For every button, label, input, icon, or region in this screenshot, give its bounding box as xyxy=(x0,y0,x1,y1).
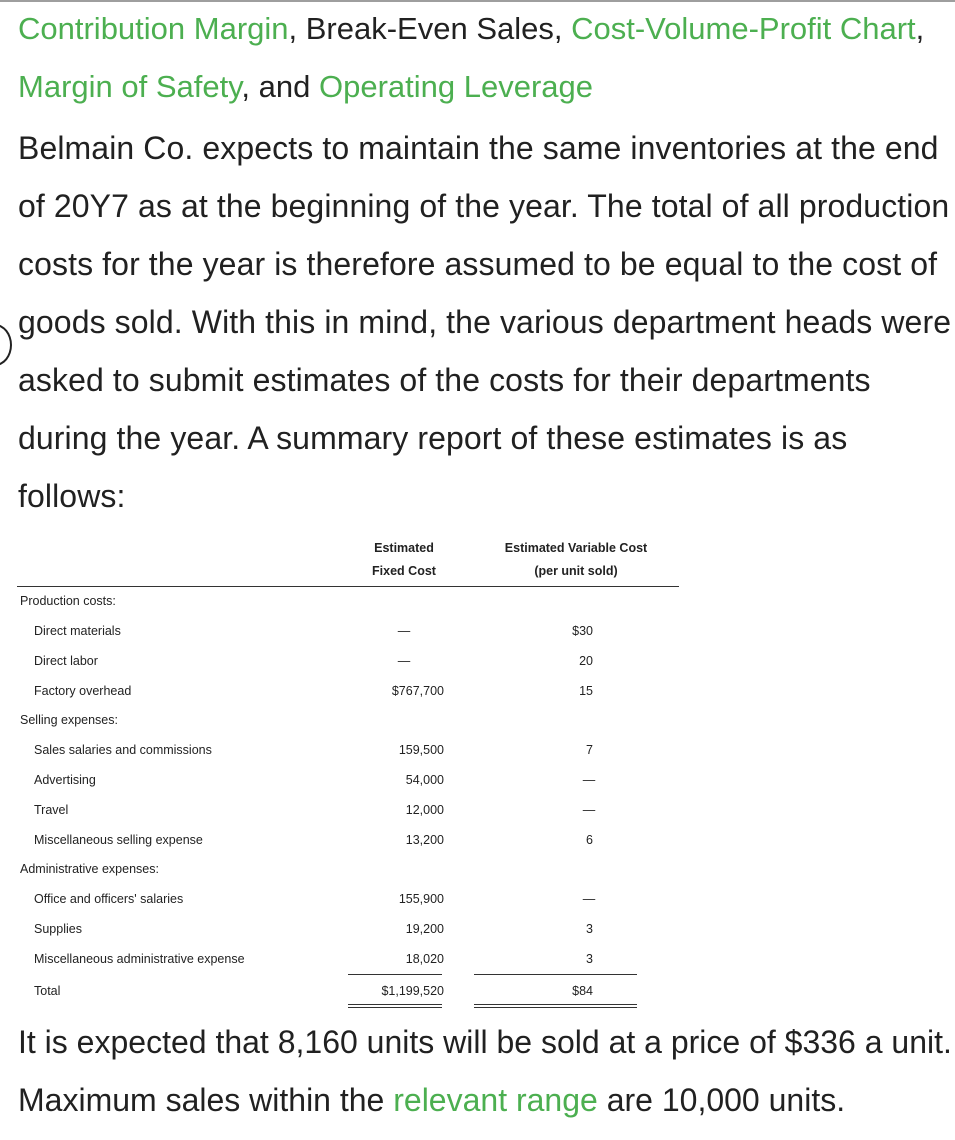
section-production-costs: Production costs: xyxy=(20,594,116,608)
closing-paragraph xyxy=(18,1013,953,1129)
closing-text-1: It is expected that 8,160 units will be sold at a price of $336 a unit. Maximum sales within the xyxy=(18,1024,952,1118)
fixed-misc-admin: 18,020 xyxy=(405,952,444,966)
variable-misc-admin: 3 xyxy=(586,952,593,966)
header-variable-line2: (per unit sold) xyxy=(534,564,618,578)
row-label-office-salaries: Office and officers' salaries xyxy=(34,892,184,906)
fixed-misc-selling: 13,200 xyxy=(405,833,444,847)
fixed-factory-overhead: $767,700 xyxy=(391,684,444,698)
row-label-advertising: Advertising xyxy=(34,773,96,787)
fixed-subtotal-rule xyxy=(348,974,442,975)
variable-subtotal-rule xyxy=(474,974,637,975)
variable-direct-labor: 20 xyxy=(579,654,593,668)
fixed-total-double-rule-1 xyxy=(348,1004,442,1005)
row-label-travel: Travel xyxy=(34,803,69,817)
fixed-advertising: 54,000 xyxy=(405,773,444,787)
variable-total-double-rule-2 xyxy=(474,1007,637,1008)
variable-factory-overhead: 15 xyxy=(579,684,593,698)
fixed-direct-labor: — xyxy=(397,654,411,668)
fixed-office-salaries: 155,900 xyxy=(398,892,444,906)
link-margin-of-safety[interactable]: Margin of Safety xyxy=(18,69,242,104)
row-label-factory-overhead: Factory overhead xyxy=(34,684,132,698)
row-label-direct-materials: Direct materials xyxy=(34,624,121,638)
variable-misc-selling: 6 xyxy=(586,833,593,847)
header-rule xyxy=(17,586,679,587)
fixed-supplies: 19,200 xyxy=(405,922,444,936)
link-operating-leverage[interactable]: Operating Leverage xyxy=(318,69,594,104)
variable-sales-salaries: 7 xyxy=(586,743,593,757)
variable-direct-materials: $30 xyxy=(572,624,593,638)
partial-circle-icon[interactable] xyxy=(0,324,12,366)
fixed-total: $1,199,520 xyxy=(381,984,444,998)
fixed-total-double-rule-2 xyxy=(348,1007,442,1008)
variable-total-double-rule-1 xyxy=(474,1004,637,1005)
section-selling-expenses: Selling expenses: xyxy=(20,713,118,727)
page-title xyxy=(18,0,938,116)
header-variable-line1: Estimated Variable Cost xyxy=(504,541,648,555)
variable-total: $84 xyxy=(572,984,593,998)
row-label-supplies: Supplies xyxy=(34,922,82,936)
intro-paragraph: Belmain Co. expects to maintain the same inventories at the end of 20Y7 as at the beginning of the year. The total of all production costs for the year is therefore assumed to be equal to the cost of goods sold. With this in mind, the various department heads were asked to submit estimates of the costs for their departments during the year. A summary report of these estimates is as follows: xyxy=(18,130,952,514)
link-relevant-range[interactable]: relevant range xyxy=(393,1082,598,1118)
row-label-misc-selling: Miscellaneous selling expense xyxy=(34,833,203,847)
row-label-direct-labor: Direct labor xyxy=(34,654,98,668)
variable-office-salaries: — xyxy=(582,892,596,906)
section-administrative-expenses: Administrative expenses: xyxy=(20,862,159,876)
title-text-2: , xyxy=(915,11,925,46)
fixed-sales-salaries: 159,500 xyxy=(398,743,444,757)
header-fixed-line1: Estimated xyxy=(374,541,434,555)
title-text-1: , Break-Even Sales, xyxy=(288,11,572,46)
variable-supplies: 3 xyxy=(586,922,593,936)
header-fixed-line2: Fixed Cost xyxy=(372,564,436,578)
title-text-3: , and xyxy=(241,69,319,104)
variable-travel: — xyxy=(582,803,596,817)
row-label-misc-admin: Miscellaneous administrative expense xyxy=(34,952,245,966)
link-contribution-margin[interactable]: Contribution Margin xyxy=(18,11,289,46)
row-label-sales-salaries: Sales salaries and commissions xyxy=(34,743,212,757)
row-label-total: Total xyxy=(34,984,61,998)
variable-advertising: — xyxy=(582,773,596,787)
fixed-direct-materials: — xyxy=(397,624,411,638)
closing-text-2: are 10,000 units. xyxy=(597,1082,846,1118)
fixed-travel: 12,000 xyxy=(405,803,444,817)
link-cvp-chart[interactable]: Cost-Volume-Profit Chart xyxy=(571,11,916,46)
